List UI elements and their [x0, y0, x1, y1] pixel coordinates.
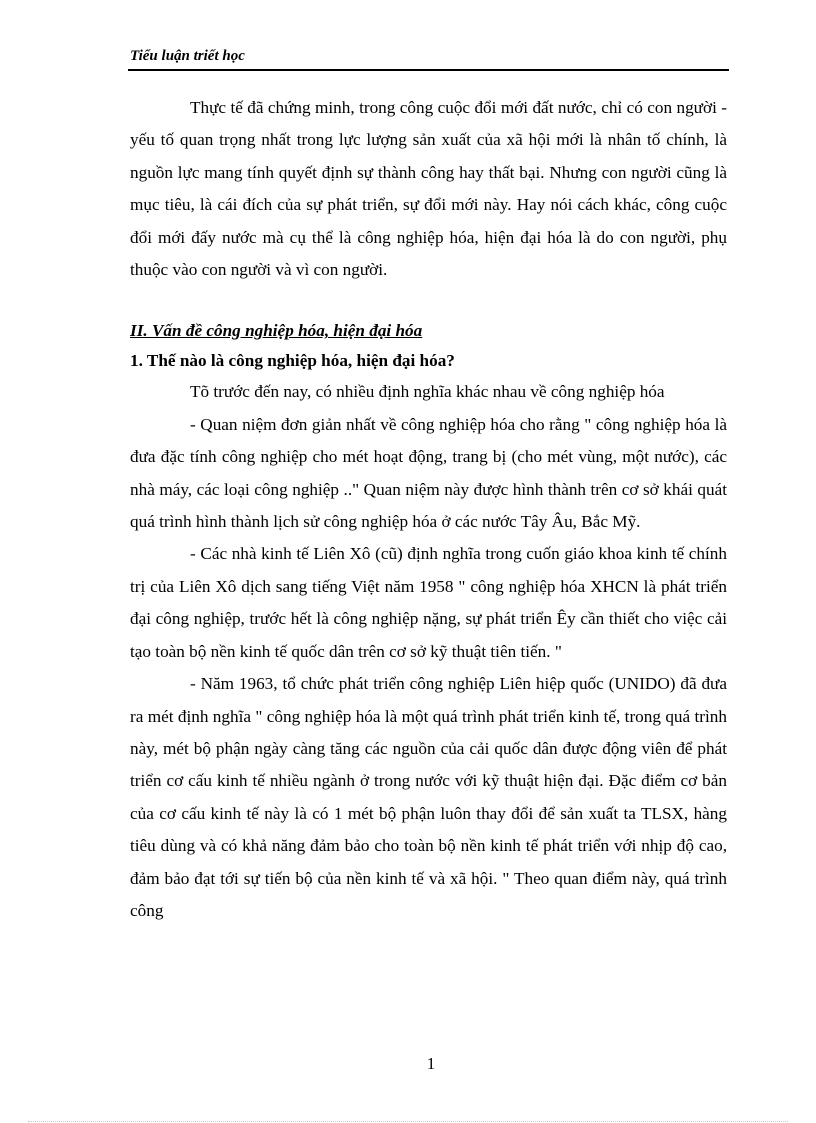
paragraph-5: - Năm 1963, tổ chức phát triển công nghiệp Liên hiệp quốc (UNIDO) đã đưa ra mét định nghĩa " công nghiệp hóa là một quá trình phát triển kinh tế, trong quá trình này, mét bộ phận ngày càng tăng các nguồn của cải quốc dân được động viên để phát triển cơ cấu kinh tế nhiều ngành ở trong nước với kỹ thuật hiện đại. Đặc điểm cơ bản của cơ cấu kinh tế này là có 1 mét bộ phận luôn thay đổi để sản xuất ta TLSX, hàng tiêu dùng và có khả năng đảm bảo cho toàn bộ nền kinh tế phát triển với nhịp độ cao, đảm bảo đạt tới sự tiến bộ của nền kinh tế và xã hội. " Theo quan điểm này, quá trình công	[130, 674, 727, 920]
paragraph-gap	[130, 286, 727, 316]
header-rule	[128, 69, 729, 71]
paragraph-4: - Các nhà kinh tế Liên Xô (cũ) định nghĩa trong cuốn giáo khoa kinh tế chính trị của Liên Xô dịch sang tiếng Việt năm 1958 " công nghiệp hóa XHCN là phát triển đại công nghiệp, trước hết là công nghiệp nặng, sự phát triển Êy cần thiết cho việc cải tạo toàn bộ nền kinh tế quốc dân trên cơ sở kỹ thuật tiên tiến. "	[130, 544, 727, 661]
paragraph-3: - Quan niệm đơn giản nhất về công nghiệp hóa cho rằng " công nghiệp hóa là đưa đặc tính công nghiệp cho mét hoạt động, trang bị (cho mét vùng, một nước), các nhà máy, các loại công nghiệp .." Quan niệm này được hình thành trên cơ sở khái quát quá trình hình thành lịch sử công nghiệp hóa ở các nước Tây Âu, Bắc Mỹ.	[130, 414, 727, 532]
page-number: 1	[426, 1054, 436, 1073]
subsection-heading: 1. Thế nào là công nghiệp hóa, hiện đại hóa?	[130, 351, 455, 371]
document-header-title: Tiểu luận triết học	[130, 48, 245, 64]
footer-dotted-line	[28, 1121, 788, 1122]
paragraph-2: Tõ trước đến nay, có nhiều định nghĩa khác nhau về công nghiệp hóa	[190, 382, 665, 402]
section-heading: II. Vấn đề công nghiệp hóa, hiện đại hóa	[130, 321, 423, 341]
document-body	[130, 92, 727, 927]
paragraph-1: Thực tế đã chứng minh, trong công cuộc đổi mới đất nước, chỉ có con người - yếu tố quan trọng nhất trong lực lượng sản xuất của xã hội mới là nhân tố chính, là nguồn lực mang tính quyết định sự thành công hay thất bại. Nhưng con người cũng là mục tiêu, là cái đích của sự phát triển, sự đổi mới này. Hay nói cách khác, công cuộc đổi mới đấy nước mà cụ thể là công nghiệp hóa, hiện đại hóa là do con người, phụ thuộc vào con người và vì con người.	[130, 98, 727, 280]
